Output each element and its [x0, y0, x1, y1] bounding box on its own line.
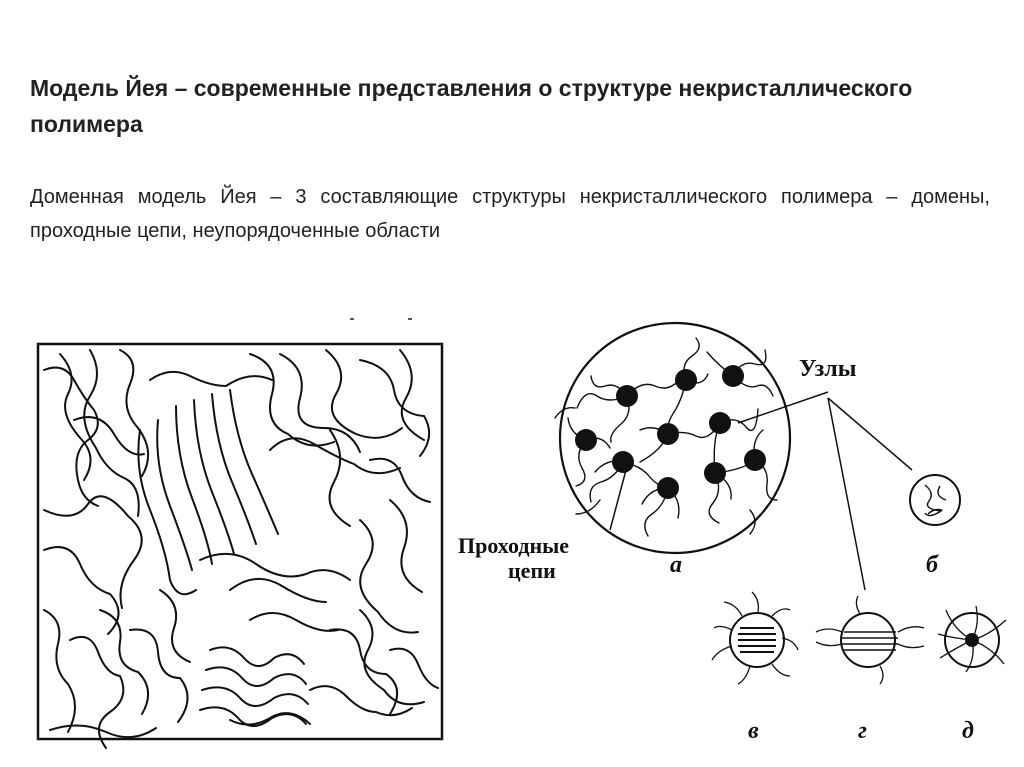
label-v: в — [748, 718, 759, 744]
circle-g — [841, 613, 895, 667]
tangled-chains — [44, 350, 438, 748]
lamella-g — [842, 632, 898, 650]
lamella-v — [738, 628, 776, 652]
label-chains-line2: цепи — [508, 558, 556, 583]
slide-title: Модель Йея – современные представления о структуре некристаллического полимера — [30, 75, 913, 137]
label-d: д — [962, 718, 974, 744]
domain-structure-drawing — [30, 310, 450, 750]
label-b: б — [926, 552, 938, 578]
yeh-model-diagram — [450, 310, 1024, 760]
chains-v — [712, 592, 798, 684]
scan-speck — [350, 318, 354, 320]
node-dots — [575, 365, 766, 499]
scan-speck — [408, 318, 412, 320]
circle-b-chain — [925, 485, 946, 516]
yeh-model-svg — [450, 310, 1024, 760]
chains-d — [938, 606, 1006, 672]
label-nodes: Узлы — [799, 356, 857, 382]
slide-body-text: Доменная модель Йея – 3 составляющие структуры некристаллического полимера – домены, проходные цепи, неупорядоченные области — [30, 186, 990, 242]
domain-drawing-svg — [30, 310, 450, 750]
label-a: а — [670, 552, 682, 578]
circle-b — [910, 475, 960, 525]
label-chains-line1: Проходные — [458, 533, 570, 558]
label-g: г — [858, 718, 867, 744]
drawing-frame — [38, 344, 442, 739]
chains-g — [816, 596, 924, 684]
